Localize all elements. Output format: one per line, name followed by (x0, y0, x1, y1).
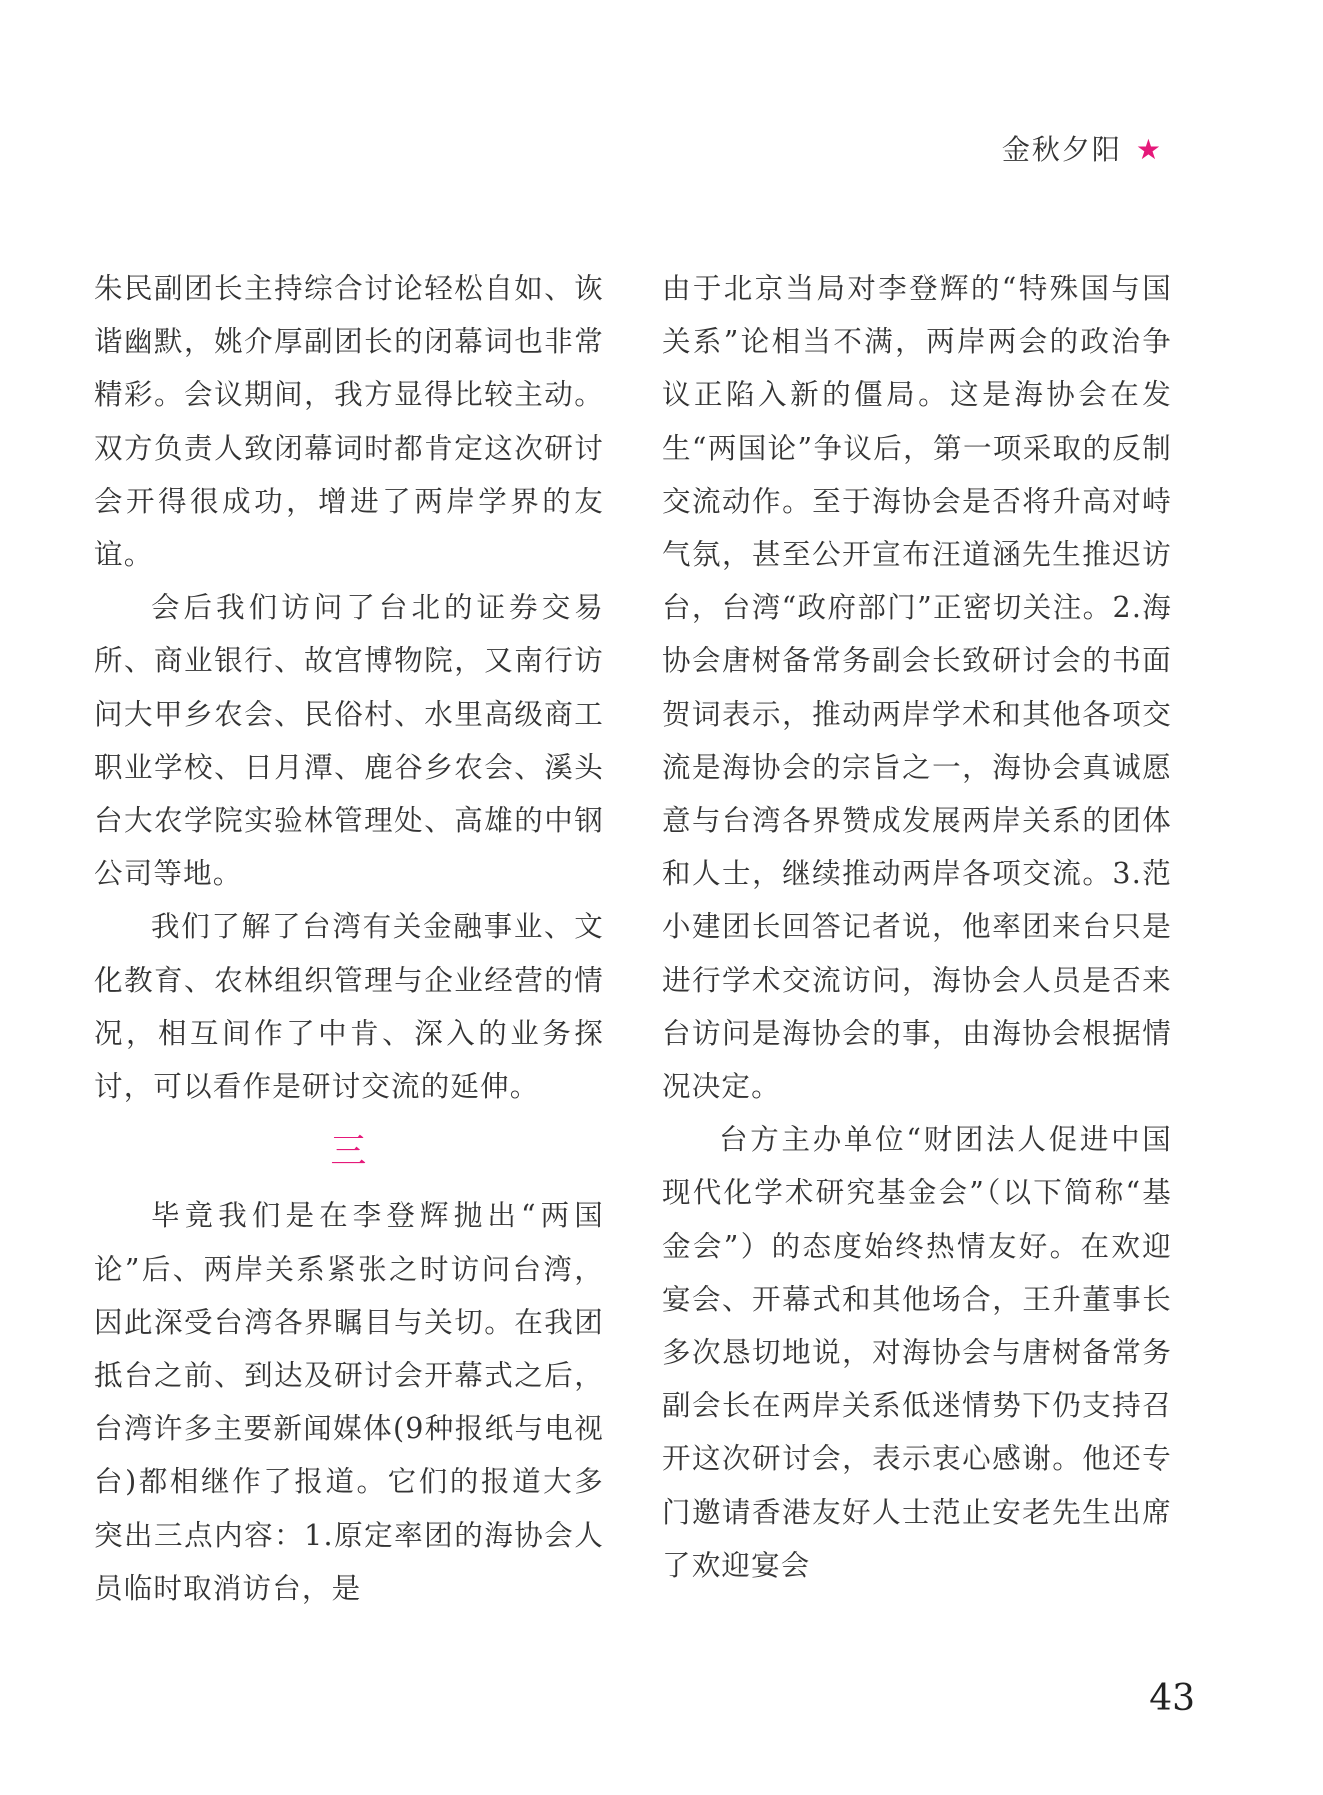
star-icon: ★ (1135, 133, 1163, 166)
paragraph: 朱民副团长主持综合讨论轻松自如、诙谐幽默，姚介厚副团长的闭幕词也非常精彩。会议期间，我方显得比较主动。双方负责人致闭幕词时都肯定这次研讨会开得很成功，增进了两岸学界的友谊。 (94, 272, 604, 572)
left-column (94, 262, 604, 1615)
paragraph: 台方主办单位“财团法人促进中国现代化学术研究基金会”（以下简称“基金会”）的态度始终热情友好。在欢迎宴会、开幕式和其他场合，王升董事长多次恳切地说，对海协会与唐树备常务副会长在两岸关系低迷情势下仍支持召开这次研讨会，表示衷心感谢。他还专门邀请香港友好人士范止安老先生出席了欢迎宴会 (662, 1123, 1172, 1582)
paragraph: 毕竟我们是在李登辉抛出“两国论”后、两岸关系紧张之时访问台湾，因此深受台湾各界瞩目与关切。在我团抵台之前、到达及研讨会开幕式之后，台湾许多主要新闻媒体(9种报纸与电视台)都相继作了报道。它们的报道大多突出三点内容：1.原定率团的海协会人员临时取消访台，是 (94, 1199, 604, 1605)
running-header (1002, 128, 1163, 168)
right-column (662, 262, 1172, 1592)
page-number: 43 (1149, 1678, 1195, 1719)
section-heading: 三 (330, 1131, 368, 1173)
paragraph: 由于北京当局对李登辉的“特殊国与国关系”论相当不满，两岸两会的政治争议正陷入新的僵局。这是海协会在发生“两国论”争议后，第一项采取的反制交流动作。至于海协会是否将升高对峙气氛，甚至公开宣布汪道涵先生推迟访台，台湾“政府部门”正密切关注。2.海协会唐树备常务副会长致研讨会的书面贺词表示，推动两岸学术和其他各项交流是海协会的宗旨之一，海协会真诚愿意与台湾各界赞成发展两岸关系的团体和人士，继续推动两岸各项交流。3.范小建团长回答记者说，他率团来台只是进行学术交流访问，海协会人员是否来台访问是海协会的事，由海协会根据情况决定。 (662, 272, 1172, 1104)
paragraph: 会后我们访问了台北的证券交易所、商业银行、故宫博物院，又南行访问大甲乡农会、民俗村、水里高级商工职业学校、日月潭、鹿谷乡农会、溪头台大农学院实验林管理处、高雄的中钢公司等地。 (94, 591, 604, 891)
paragraph: 我们了解了台湾有关金融事业、文化教育、农林组织管理与企业经营的情况，相互间作了中肯、深入的业务探讨，可以看作是研讨交流的延伸。 (94, 910, 604, 1104)
column-title: 金秋夕阳 (1001, 133, 1122, 166)
